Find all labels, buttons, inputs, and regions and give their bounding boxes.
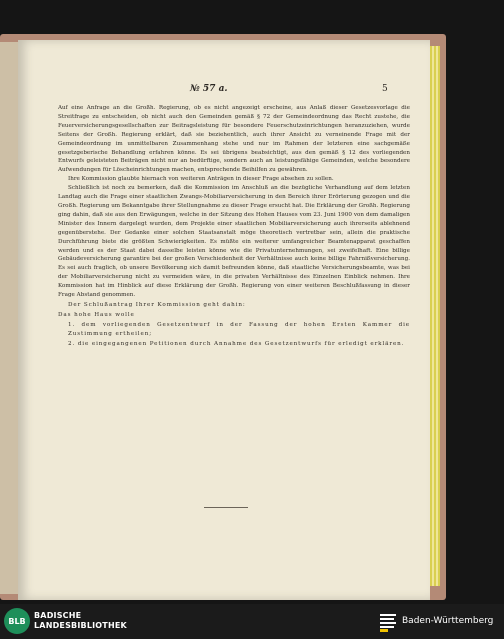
conclusion-item-1: 1. dem vorliegenden Gesetzentwurf in der Fassung der hohen Ersten Kammer die Zustimmung ertheilen; [68,321,410,337]
conclusion-intro: Der Schlußantrag Ihrer Kommission geht dahin: [68,301,246,308]
paragraph: Schließlich ist noch zu bemerken, daß die Kommission im Anschluß an die bezügliche Verhandlung auf dem letzten Landtag auch die Frage einer staatlichen Zwangs-Mobiliarversicherung in den Bereich ihrer Erörterung gezogen und die Großh. Regierung um Bekanntgabe ihrer Stellungnahme zu dieser Frage ersucht hat. Die Erklärung der Großh. Regierung ging dahin, daß sie aus den Erwägungen, welche in der Sitzung des Hohen Hauses vom 23. Juni 1900 von dem damaligen Minister des Innern dargelegt wurden, dem Projekte einer staatlichen Mobiliarversicherung auch ihrerseits ablehnend gegenüberstehe. Der Gedanke einer solchen Staatsanstalt möge theoretisch vertretbar sein, allein die praktische Durchführung biete die größten Schwierigkeiten. Es müßte ein weiterer umfangreicher Beamtenapparat geschaffen werden und es der Staat dabei dasselbe leisten könne wie die Privatunternehmungen, sei zweifelhaft. Eine billige Gebäudeversicherung garantire bei der großen Verschiedenheit der Verhältnisse auch keine billige Fahrnißversicherung. Es sei auch fraglich, ob unsere Bevölkerung sich damit befreunden könne, daß staatliche Versicherungsbeamte, was bei der Mobiliarversicherung nicht zu vermeiden wäre, in die privaten Verhältnisse des Einzelnen Einblick nehmen. Ihre Kommission hat im Hinblick auf diese Erklärung der Großh. Regierung von einer weiteren Beschlußfassung in dieser Frage Abstand genommen. [58,185,410,299]
conclusion-house: Das hohe Haus wolle [58,311,135,318]
body-text [58,104,410,348]
state-name[interactable]: Baden-Württemberg [402,616,494,626]
library-name[interactable] [34,611,127,631]
library-name-line2: LANDESBIBLIOTHEK [34,621,127,630]
paragraph: Ihre Kommission glaubte hiernach von weiteren Anträgen in dieser Frage absehen zu sollen. [68,176,334,183]
page-number: 5 [382,84,388,94]
baden-wuerttemberg-lions-icon[interactable] [378,611,398,633]
library-name-line1: BADISCHE [34,611,82,620]
section-divider [204,507,248,508]
conclusion-item-2: 2. die eingegangenen Petitionen durch Annahme des Gesetzentwurfs für erledigt erklären. [68,340,405,347]
footer-bar [0,604,504,639]
paragraph: Auf eine Anfrage an die Großh. Regierung, ob es nicht angezeigt erscheine, aus Anlaß dieser Gesetzesvorlage die Streitfrage zu entscheiden, ob nicht auch den Gemeinden gemäß § 72 der Gemeindeordnung das Recht zustehe, die Feuerversicherungsgesellschaften zur Beitragsleistung für besondere Feuerschutzeinrichtungen heranzuziehen, wurde Seitens der Großh. Regierung erklärt, daß sie beziehentlich, auch ihrer Ansicht zu verneinende Frage mit der Gemeindeordnung im unmittelbaren Zusammenhang stehe und nur im Rahmen der letzteren eine sachgemäße gesetzgeberische Behandlung erfahren könne. Es sei übrigens beabsichtigt, aus den gemäß § 12 des vorliegenden Entwurfs geleisteten Beiträgen nicht nur an bedürftige, sondern auch an leistungsfähige Gemeinden, welche besondere Aufwendungen für Löscheinrichtungen machen, entsprechende Beihilfen zu gewähren. [58,105,410,174]
blb-logo-icon[interactable]: BLB [4,608,30,634]
document-page [18,40,430,600]
document-number: № 57 a. [190,84,228,94]
